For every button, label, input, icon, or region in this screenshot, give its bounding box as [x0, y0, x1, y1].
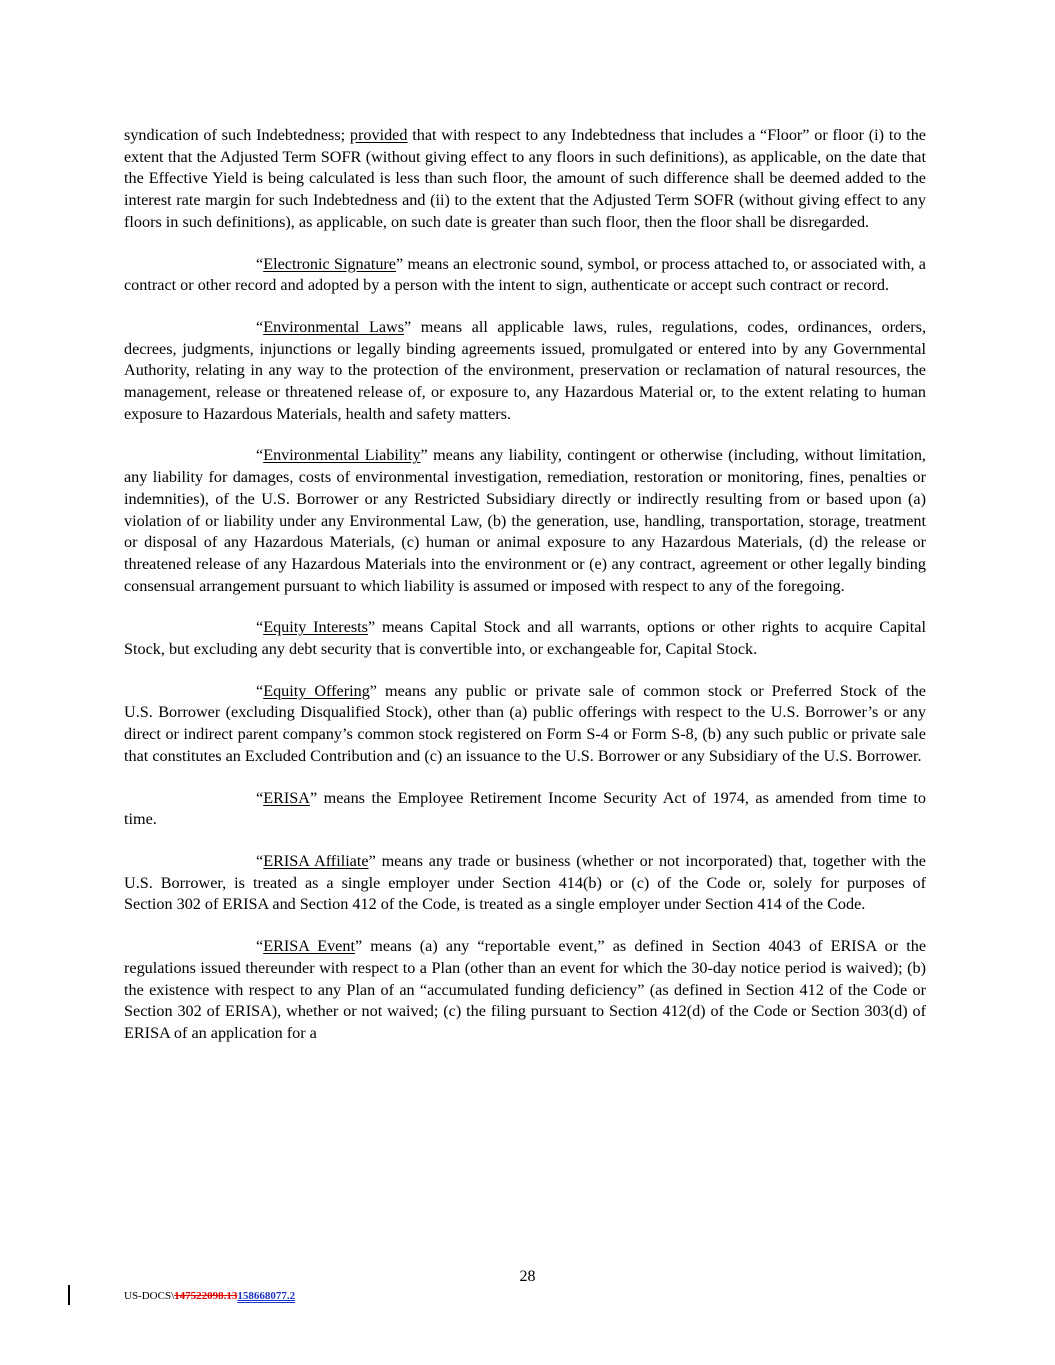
definition-body: ” means any public or private sale of common stock or Preferred Stock of the U.S. Borrower (excluding Disqualified Stock), other than (a) public offerings with respect to the U.S. Borrower’s or any direct or indirect parent company’s common stock registered on Form S-4 or Form S-8, (b) any such public or private sale that constitutes an Excluded Contribution and (c) an issuance to the U.S. Borrower or any Subsidiary of the U.S. Borrower. — [124, 681, 926, 765]
paragraph-text: that with respect to any Indebtedness that includes a “Floor” or floor (i) to the extent that the Adjusted Term SOFR (without giving effect to any floors in such definitions), as applicable, on the date that the Effective Yield is being calculated is less than such floor, the amount of such difference shall be deemed added to the interest rate margin for such Indebtedness and (ii) to the extent that the Adjusted Term SOFR (without giving effect to any floors in such definitions), as applicable, on such date is greater than such floor, then the floor shall be disregarded. — [124, 126, 926, 231]
revision-change-bar — [68, 1285, 70, 1305]
defined-term: Environmental Liability — [263, 446, 421, 465]
doc-id-prefix: US-DOCS\ — [124, 1290, 175, 1302]
doc-id-inserted: 158668077.2 — [237, 1290, 296, 1302]
definition-body: ” means Capital Stock and all warrants, options or other rights to acquire Capital Stock, but excluding any debt security that is convertible into, or exchangeable for, Capital Stock. — [124, 618, 926, 659]
definition-equity-interests — [124, 617, 926, 660]
defined-term: Equity Interests — [263, 618, 368, 637]
open-quote: “ — [256, 254, 264, 273]
definition-body: ” means (a) any “reportable event,” as defined in Section 4043 of ERISA or the regulations issued thereunder with respect to a Plan (other than an event for which the 30-day notice period is waived); (b) the existence with respect to any Plan of an “accumulated funding deficiency” (as defined in Section 412 of the Code or Section 302 of ERISA), whether or not waived; (c) the filing pursuant to Section 412(d) of the Code or Section 303(d) of ERISA of an application for a — [124, 937, 927, 1042]
definition-erisa-affiliate — [124, 851, 926, 916]
definition-body: ” means all applicable laws, rules, regulations, codes, ordinances, orders, decrees, judgments, injunctions or legally binding agreements issued, promulgated or entered into by any Governmental Authority, relating in any way to the protection of the environment, preservation or reclamation of natural resources, the management, release or threatened release of, or exposure to, any Hazardous Material or, to the extent relating to human exposure to Hazardous Materials, health and safety matters. — [124, 317, 926, 423]
open-quote: “ — [256, 788, 264, 807]
definition-environmental-laws — [124, 317, 926, 426]
open-quote: “ — [256, 937, 264, 956]
doc-id-deleted: 147522098.13 — [174, 1290, 238, 1302]
definition-erisa-event — [124, 936, 926, 1045]
definition-body: ” means any liability, contingent or otherwise (including, without limitation, any liability for damages, costs of environmental investigation, remediation, restoration or monitoring, fines, penalties or indemnities), of the U.S. Borrower or any Restricted Subsidiary directly or indirectly resulting from or based upon (a) violation of or liability under any Environmental Law, (b) the generation, use, handling, transportation, storage, treatment or disposal of any Hazardous Materials, (c) human or animal exposure to any Hazardous Materials, (d) the release or threatened release of any Hazardous Materials into the environment or (e) any contract, agreement or other legally binding consensual arrangement pursuant to which liability is assumed or imposed with respect to any of the foregoing. — [124, 446, 926, 595]
open-quote: “ — [256, 446, 264, 465]
definition-body: ” means any trade or business (whether or not incorporated) that, together with the U.S. Borrower, is treated as a single employer under Section 414(b) or (c) of the Code or, solely for purposes of Section 302 of ERISA and Section 412 of the Code, is treated as a single employer under Section 414 of the Code. — [124, 851, 926, 914]
definition-equity-offering — [124, 681, 926, 768]
paragraph-effective-yield-tail — [124, 125, 926, 234]
provided-term: provided — [349, 126, 408, 144]
definition-environmental-liability — [124, 445, 926, 597]
paragraph-text: syndication of such Indebtedness; — [124, 126, 350, 144]
open-quote: “ — [256, 618, 264, 637]
definition-body: ” means an electronic sound, symbol, or process attached to, or associated with, a contract or other record and adopted by a person with the intent to sign, authenticate or accept such contract or record. — [124, 254, 926, 295]
defined-term: ERISA Affiliate — [263, 851, 369, 870]
defined-term: Electronic Signature — [263, 254, 396, 273]
open-quote: “ — [256, 851, 264, 870]
page-number: 28 — [519, 1268, 536, 1285]
definition-erisa — [124, 788, 926, 831]
definition-body: ” means the Employee Retirement Income Security Act of 1974, as amended from time to time. — [124, 788, 926, 829]
document-id-footer — [124, 1290, 295, 1302]
open-quote: “ — [256, 317, 264, 336]
open-quote: “ — [256, 681, 264, 700]
definition-electronic-signature — [124, 254, 926, 297]
defined-term: Equity Offering — [263, 681, 370, 700]
document-body — [124, 125, 926, 1065]
defined-term: Environmental Laws — [263, 317, 405, 336]
defined-term: ERISA Event — [263, 937, 355, 956]
defined-term: ERISA — [263, 788, 310, 807]
